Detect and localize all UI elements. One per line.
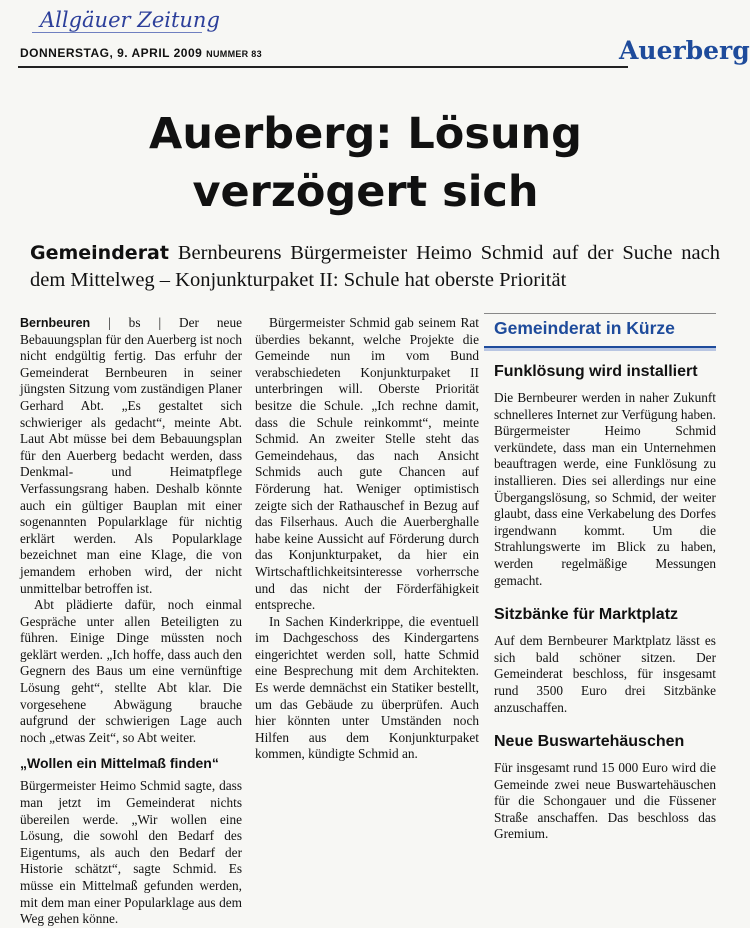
masthead-rule bbox=[18, 66, 628, 68]
sidebar-item-heading: Sitzbänke für Marktplatz bbox=[494, 606, 679, 624]
sidebar-column bbox=[494, 362, 716, 859]
issue-date: DONNERSTAG, 9. APRIL 2009 bbox=[20, 46, 203, 60]
article-paragraph-3: Bürgermeister Heimo Schmid sagte, dass man jetzt im Gemeinderat nichts übereilen werde. „Wir wollen eine Lösung, die sowohl den Bedarf des Eigentums, als auch den Bedarf der Historie schätzt“, sagte Schmid. Es müsse ein Mittelmaß gefunden werden, mit dem man einer Popularklage aus dem Weg gehen könne. bbox=[20, 778, 242, 927]
issue-number: NUMMER 83 bbox=[206, 49, 262, 59]
article-paragraph-5: In Sachen Kinderkrippe, die eventuell im Dachgeschoss des Kindergartens eingerichtet werden soll, hatte Schmid eine Besprechung mit dem Architekten. Es werde demnächst ein Statiker bestellt, um das Gebäude zu überprüfen. Auch hier könnten unter Umständen noch Hilfen aus dem Konjunkturpaket kommen, kündigte Schmid an. bbox=[255, 613, 479, 762]
sidebar-item-heading: Neue Buswartehäuschen bbox=[494, 733, 685, 751]
subhead-text: Bernbeurens Bürgermeister Heimo Schmid auf der Suche nach dem Mittelweg – Konjunkturpaket II: Schule hat oberste Priorität bbox=[30, 242, 720, 291]
subheadline bbox=[30, 240, 720, 294]
subhead-keyword: Gemeinderat bbox=[30, 242, 169, 264]
dateline bbox=[20, 46, 262, 60]
article-paragraph-2: Abt plädierte dafür, noch einmal Gespräche unter allen Beteiligten zu führen. Einige Dinge müssten noch geklärt werden. „Ich hoffe, dass auch den Gegnern des Baus um eine vernünftige Lösung geht“, stellte Abt klar. Die vorgesehene Abwägung brauche aufgrund der schwierigen Lage auch noch „etwas Zeit“, so Abt weiter. bbox=[20, 597, 242, 745]
article-column-2 bbox=[255, 315, 479, 763]
handwritten-underline bbox=[32, 32, 202, 33]
sidebar-item-text: Für insgesamt rund 15 000 Euro wird die Gemeinde zwei neue Buswartehäuschen für die Schongauer und die Füssener Straße anschaffen. Das beschloss das Gremium. bbox=[494, 760, 716, 842]
handwritten-paper-name: Allgäuer Zeitung bbox=[40, 8, 220, 32]
headline bbox=[0, 105, 731, 221]
article-subheading: „Wollen ein Mittelmaß finden“ bbox=[20, 755, 219, 772]
dateline-location: Bernbeuren bbox=[20, 316, 91, 330]
article-column-1 bbox=[20, 315, 242, 928]
article-paragraph-4: Bürgermeister Schmid gab seinem Rat überdies bekannt, welche Projekte die Gemeinde nun im vom Bund verabschiedeten Konjunkturpaket II unterbringen will. Oberste Priorität besitze die Schule. „Ich rechne damit, dass die Schule reinkommt“, meinte Schmid. An zweiter Stelle steht das Gemeindehaus, das nach Ansicht Schmids auch gute Chancen auf Förderung hat. Weniger optimistisch zeigte sich der Rathauschef in Bezug auf das Filserhaus. Auch die Auerberghalle habe keine Aussicht auf Förderung durch das Konjunkturpaket, da hier ein Wirtschaftlichkeitsinteresse vorherrsche und das nicht der Förderfähigkeit entspreche. bbox=[255, 315, 479, 613]
headline-line-2: verzögert sich bbox=[192, 167, 539, 217]
paragraph-text: Der neue Bebauungsplan für den Auerberg ist noch nicht endgültig fertig. Das erfuhr der Gemeinderat Bernbeuren in seiner jüngsten Sitzung vom zuständigen Planer Gerhard Abt. „Es gestaltet sich schwieriger als gedacht“, meinte Abt. Laut Abt müsse bei dem Bebauungsplan für den Auerberg bedacht werden, dass Denkmal- und Heimatpflege Verfassungsrang haben. Deshalb könnte auch ein gültiger Bauplan mit einer sogenannten Popularklage für nichtig erklärt werden. Als Popularklage bezeichnet man eine Klage, die von jemandem erhoben wird, der nicht unmittelbar betroffen ist. bbox=[20, 315, 243, 596]
author-tag: | bs | bbox=[108, 315, 162, 330]
section-title: Auerberg bbox=[619, 36, 750, 65]
sidebar-header bbox=[484, 313, 716, 348]
headline-line-1: Auerberg: Lösung bbox=[149, 109, 582, 159]
sidebar-title: Gemeinderat in Kürze bbox=[494, 318, 675, 338]
sidebar-item-text: Die Bernbeurer werden in naher Zukunft schnelleres Internet zur Verfügung haben. Bürgermeister Heimo Schmid verkündete, dass man ein Unternehmen beauftragen werde, eine Funklösung zu installieren. Dies sei allerdings nur eine Übergangslösung, so Schmid, der weiter glaubt, dass eine Verkabelung des Dorfes irgendwann kommt. Um die Strahlungswerte im Blick zu haben, werden regelmäßige Messungen gemacht. bbox=[494, 390, 716, 588]
article-paragraph-1 bbox=[20, 315, 242, 597]
sidebar-item-heading: Funklösung wird installiert bbox=[494, 363, 698, 380]
sidebar-item-text: Auf dem Bernbeurer Marktplatz lässt es sich bald schöner sitzen. Der Gemeinderat beschloss, für insgesamt rund 3500 Euro drei Sitzbänke anzuschaffen. bbox=[494, 633, 716, 715]
